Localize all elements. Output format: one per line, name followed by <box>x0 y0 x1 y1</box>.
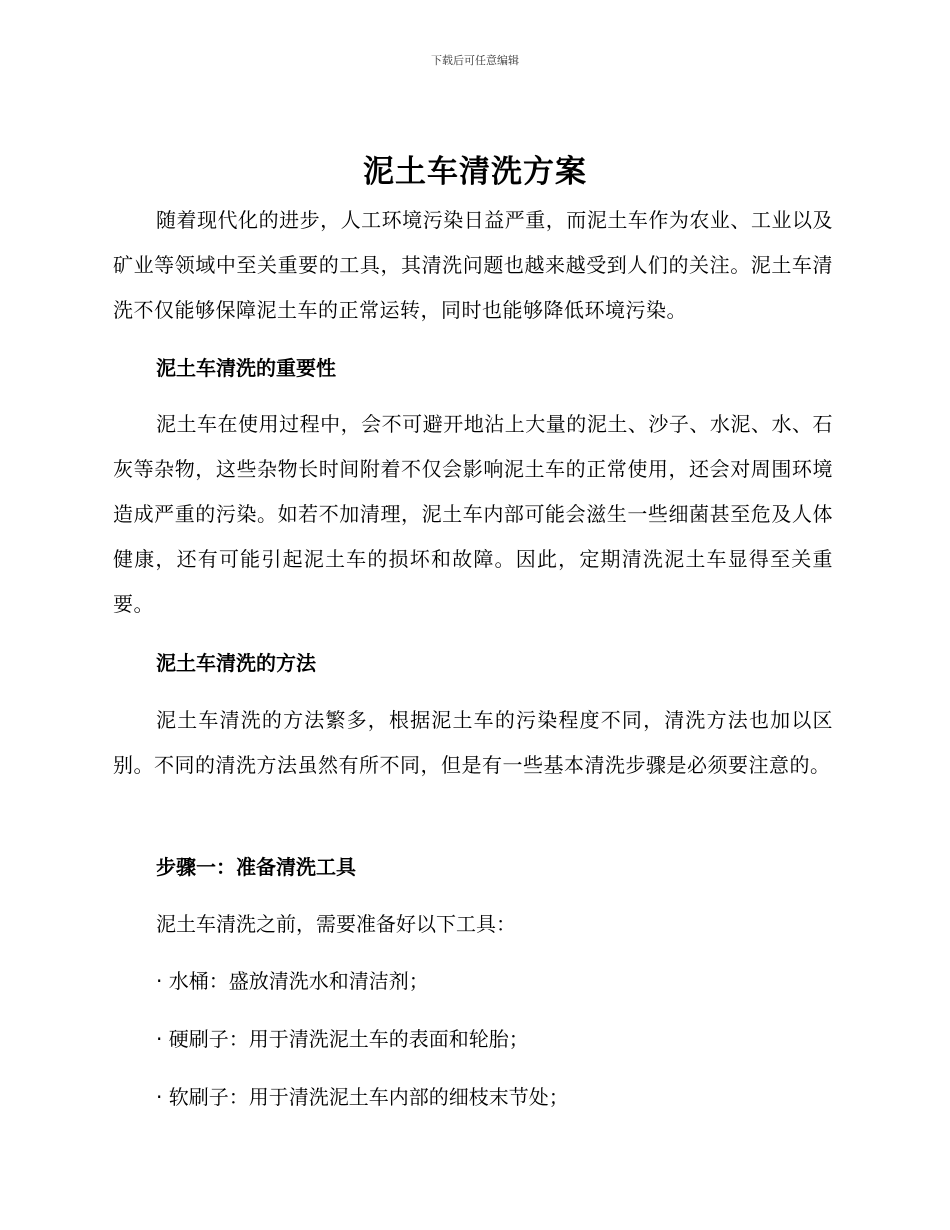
step-one-heading: 步骤一：准备清洗工具 <box>156 855 356 879</box>
importance-paragraph: 泥土车在使用过程中，会不可避开地沾上大量的泥土、沙子、水泥、水、石灰等杂物，这些杂物长时间附着不仅会影响泥土车的正常使用，还会对周围环境造成严重的污染。如若不加清理，泥土车内部可能会滋生一些细菌甚至危及人体健康，还有可能引起泥土车的损坏和故障。因此，定期清洗泥土车显得至关重要。 <box>113 412 833 616</box>
document-title: 泥土车清洗方案 <box>363 154 587 190</box>
list-item: · 软刷子：用于清洗泥土车内部的细枝末节处； <box>156 1085 569 1109</box>
method-paragraph: 泥土车清洗的方法繁多，根据泥土车的污染程度不同，清洗方法也加以区别。不同的清洗方法虽然有所不同，但是有一些基本清洗步骤是必须要注意的。 <box>113 708 833 777</box>
list-item: · 水桶：盛放清洗水和清洁剂； <box>156 969 429 993</box>
section-heading-method: 泥土车清洗的方法 <box>156 651 316 675</box>
header-note: 下载后可任意编辑 <box>431 54 519 67</box>
intro-paragraph: 随着现代化的进步，人工环境污染日益严重，而泥土车作为农业、工业以及矿业等领域中至关重要的工具，其清洗问题也越来越受到人们的关注。泥土车清洗不仅能够保障泥土车的正常运转，同时也能够降低环境污染。 <box>113 208 833 322</box>
step-one-intro: 泥土车清洗之前，需要准备好以下工具： <box>156 912 516 936</box>
section-heading-importance: 泥土车清洗的重要性 <box>156 356 336 380</box>
list-item: · 硬刷子：用于清洗泥土车的表面和轮胎； <box>156 1027 529 1051</box>
